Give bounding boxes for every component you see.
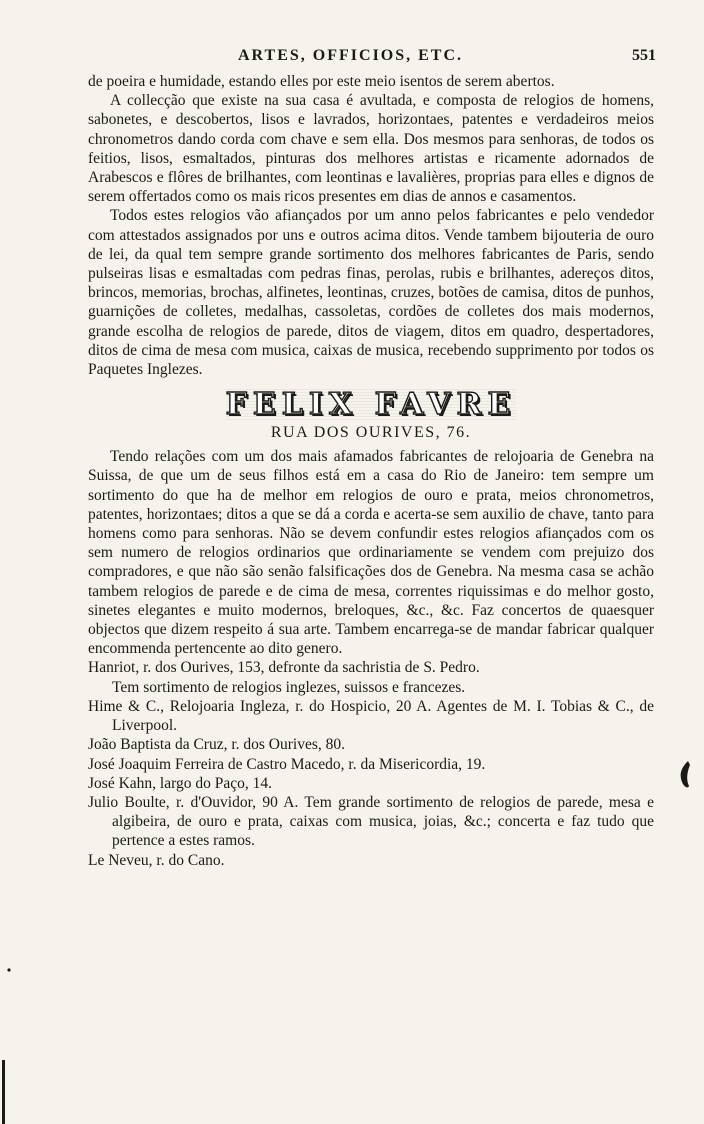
paragraph-continuation: de poeira e humidade, estando elles por este meio isentos de serem abertos. xyxy=(88,73,555,90)
banner-title: FELIX FAVRE xyxy=(225,387,517,423)
margin-ink-mark xyxy=(676,760,692,790)
running-title: ARTES, OFFICIOS, ETC. xyxy=(238,47,464,64)
banner-address: RUA DOS OURIVES, 76. xyxy=(270,424,472,442)
directory-entry: Le Neveu, r. do Cano. xyxy=(88,851,225,869)
paragraph-guarantee: Todos estes relogios vão afiançados por um anno pelos fabricantes e pelo vendedor com attestados assignados por uns e outros acima ditos. Vende tambem bijouteria de ouro de lei, da qual tem sempre grande sortimento dos melhores fabricantes de Paris, sendo pulseiras lisas e esmaltadas com pedras finas, perolas, rubis e brilhantes, adereços ditos, brincos, memorias, brochas, alfinetes, leontinas, cruzes, botões de camisa, ditos de punhos, guarnições de colletes, medalhas, cassoletas, cordões de colletes dos mais modernos, grande escolha de relogios de parede, ditos de viagem, ditos em quadro, despertadores, ditos de cima de mesa com musica, caixas de musica, recebendo supprimento por todos os Paquetes Inglezes. xyxy=(88,207,654,379)
directory-entry: Hime & C., Relojoaria Ingleza, r. do Hospicio, 20 A. Agentes de M. I. Tobias & C., de Liverpool. xyxy=(88,697,654,735)
advert-banner xyxy=(88,388,654,422)
edge-dot-mark xyxy=(7,968,11,972)
directory-list xyxy=(88,658,654,869)
page-header xyxy=(88,47,656,69)
page-body xyxy=(88,72,654,870)
directory-entry: José Joaquim Ferreira de Castro Macedo, r. da Misericordia, 19. xyxy=(88,755,486,773)
directory-entry: Hanriot, r. dos Ourives, 153, defronte da sachristia de S. Pedro. xyxy=(88,659,480,677)
directory-entry: João Baptista da Cruz, r. dos Ourives, 80. xyxy=(88,736,346,754)
directory-entry-note: Tem sortimento de relogios inglezes, suissos e francezes. xyxy=(112,678,466,696)
page-number: 551 xyxy=(632,47,656,64)
binding-edge-mark xyxy=(1,1060,7,1124)
directory-entry: Julio Boulte, r. d'Ouvidor, 90 A. Tem grande sortimento de relogios de parede, mesa e algibeira, de ouro e prata, caixas com musica, joias, &c.; concerta e faz tudo que pertence a estes ramos. xyxy=(88,793,654,850)
paragraph-collection: A collecção que existe na sua casa é avultada, e composta de relogios de homens, sabonetes, e descobertos, lisos e lavrados, horizontaes, patentes e verdadeiros meios chronometros dando corda com chave e sem ella. Dos mesmos para senhoras, de todos os feitios, lisos, esmaltados, pinturas dos melhores artistas e ricamente adornados de Arabescos e flôres de brilhantes, com leontinas e lavalières, proprias para elles e dignos de serem offertados como os mais ricos presentes em dias de annos e casamentos. xyxy=(88,92,654,206)
banner-paragraph: Tendo relações com um dos mais afamados fabricantes de relojoaria de Genebra na Suissa, de que um de seus filhos está em a casa do Rio de Janeiro: tem sempre um sortimento do que ha de melhor em relogios de ouro e prata, meios chronometros, patentes, horizontaes; ditos a que se dá a corda e acerta-se sem auxilio de chave, tanto para homens como para senhoras. Não se devem confundir estes relogios afiançados com os sem numero de relogios ordinarios que ordinariamente se vendem com prejuizo dos compradores, e que não são senão falsificações dos de Genebra. Na mesma casa se achão tambem relogios de parede e de cima de mesa, correntes riquissimas e do melhor gosto, sinetes elegantes e muito modernos, breloques, &c., &c. Faz concertos de quaesquer objectos que dizem respeito á sua arte. Tambem encarrega-se de mandar fabricar qualquer encommenda pertencente ao dito genero. xyxy=(88,448,654,658)
directory-entry: José Kahn, largo do Paço, 14. xyxy=(88,774,272,792)
